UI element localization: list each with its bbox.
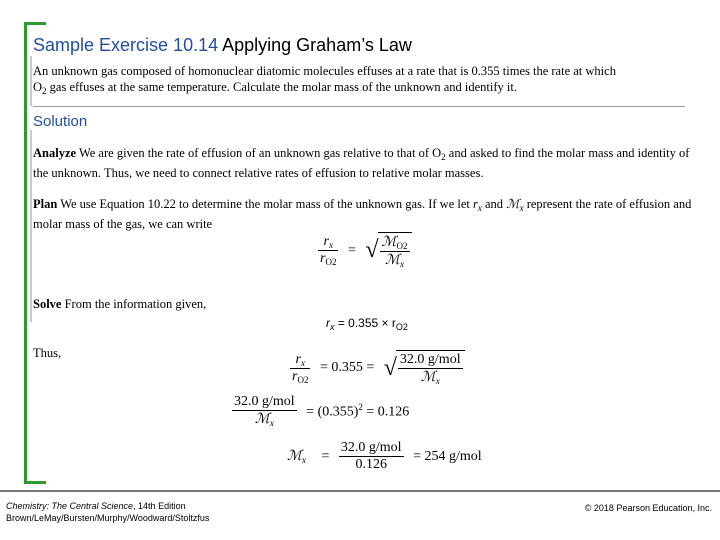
plan-paragraph: Plan We use Equation 10.22 to determine the molar mass of the unknown gas. If we let $r_x$ and ℳ$_x$ represent the rate of effusion and molar mass of the gas, we can write (33, 197, 692, 231)
inner-accent-bar (30, 56, 32, 106)
equation-step-2: $\frac{\text{32.0 g/mol}}{ℳ_x}$ = $(0.355)^2 = 0.126$ (234, 394, 410, 428)
slide-bracket-left (24, 22, 27, 484)
inner-accent-bar (30, 130, 32, 322)
graham-law-equation: $\frac{r_x}{r_{O2}}$ = √ $\frac{ℳ_{O2}}{ℳ_x}$ (318, 232, 412, 269)
footer-citation: Chemistry: The Central Science, 14th Edition Brown/LeMay/Bursten/Murphy/Woodward/Stoltzfus (6, 501, 210, 523)
slide-bracket-top (24, 22, 46, 25)
page-title: Sample Exercise 10.14 Applying Graham’s Law (33, 35, 412, 55)
section-divider (33, 106, 685, 107)
thus-label: Thus, (33, 346, 62, 360)
footer-copyright: © 2018 Pearson Education, Inc. (584, 503, 712, 513)
solve-paragraph: Solve From the information given, (33, 297, 207, 311)
solution-heading: Solution (33, 113, 88, 130)
analyze-paragraph: Analyze We are given the rate of effusion of an unknown gas relative to that of $O_2$ and asked to find the molar mass and identity of the unknown. Thus, we need to connect relative rates of effusion to relative molar masses. (33, 146, 690, 180)
rate-relation-equation: $r_x = 0.355 \times r_{O2}$ (326, 316, 408, 332)
footer-divider (0, 490, 720, 492)
equation-step-1: $\frac{r_x}{r_{O2}}$ = 0.355 = √ $\frac{\text{32.0 g/mol}}{ℳ_x}$ (290, 350, 465, 386)
problem-statement: An unknown gas composed of homonuclear diatomic molecules effuses at a rate that is 0.355 times the rate at which $O_2$ gas effuses at the same temperature. Calculate the molar mass of the unknown and identify it. (33, 64, 616, 96)
slide-bracket-bottom (24, 481, 46, 484)
equation-step-3: ℳ$_x$ = $\frac{\text{32.0 g/mol}}{0.126}$ = 254 g/mol (287, 440, 482, 472)
